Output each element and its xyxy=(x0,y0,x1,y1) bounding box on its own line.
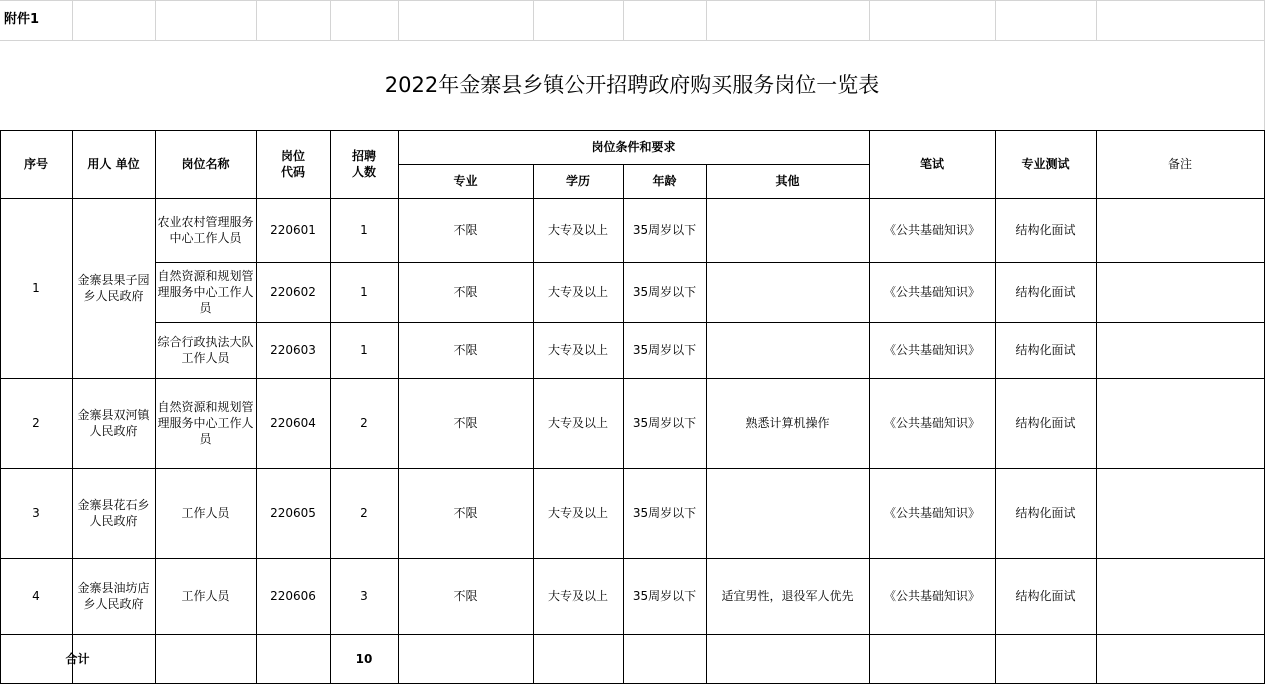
grid-line xyxy=(706,0,707,40)
education: 大专及以上 xyxy=(547,506,608,520)
group-seq: 3 xyxy=(32,506,40,520)
other-requirements: 熟悉计算机操作 xyxy=(745,416,830,430)
group-unit: 金寨县花石乡人民政府 xyxy=(77,498,150,528)
education: 大专及以上 xyxy=(547,416,608,430)
professional-test: 结构化面试 xyxy=(1015,223,1076,237)
education: 大专及以上 xyxy=(547,589,608,603)
header-other: 其他 xyxy=(775,174,800,188)
remarks xyxy=(1096,198,1264,262)
professional-test: 结构化面试 xyxy=(1015,343,1076,357)
remarks xyxy=(1096,558,1264,634)
professional-test: 结构化面试 xyxy=(1015,589,1076,603)
professional-test: 结构化面试 xyxy=(1015,506,1076,520)
written-exam: 《公共基础知识》 xyxy=(883,343,980,357)
grid-line xyxy=(72,0,73,40)
post-code: 220602 xyxy=(270,285,316,299)
group-seq: 4 xyxy=(32,589,40,603)
other-requirements: 适宜男性，退役军人优先 xyxy=(721,589,854,603)
grid-line xyxy=(0,634,1265,635)
post-code: 220604 xyxy=(270,416,316,430)
remarks xyxy=(1096,262,1264,322)
grid-line xyxy=(1096,0,1097,40)
education: 大专及以上 xyxy=(547,223,608,237)
header-professional-test: 专业测试 xyxy=(1021,157,1070,171)
major: 不限 xyxy=(453,343,478,357)
remarks xyxy=(1096,322,1264,378)
group-seq: 2 xyxy=(32,416,40,430)
grid-line xyxy=(995,0,996,40)
header-recruit-count: 招聘 人数 xyxy=(351,149,376,179)
header-conditions: 岗位条件和要求 xyxy=(591,140,676,154)
major: 不限 xyxy=(453,223,478,237)
written-exam: 《公共基础知识》 xyxy=(883,285,980,299)
other-requirements xyxy=(706,262,869,322)
header-age: 年龄 xyxy=(652,174,677,188)
education: 大专及以上 xyxy=(547,343,608,357)
post-name: 自然资源和规划管理服务中心工作人员 xyxy=(157,400,254,446)
grid-line xyxy=(0,0,1265,1)
group-unit: 金寨县果子园乡人民政府 xyxy=(77,273,150,303)
attachment-label: 附件1 xyxy=(4,12,40,27)
total-count: 10 xyxy=(355,651,373,666)
post-name: 工作人员 xyxy=(181,506,230,520)
age: 35周岁以下 xyxy=(632,343,697,357)
remarks xyxy=(1096,378,1264,468)
header-post-name: 岗位名称 xyxy=(181,157,230,171)
written-exam: 《公共基础知识》 xyxy=(883,223,980,237)
total-label: 合计 xyxy=(65,651,90,666)
other-requirements xyxy=(706,322,869,378)
header-written-exam: 笔试 xyxy=(919,157,944,171)
major: 不限 xyxy=(453,416,478,430)
other-requirements xyxy=(706,198,869,262)
major: 不限 xyxy=(453,506,478,520)
grid-line xyxy=(869,0,870,40)
post-code: 220606 xyxy=(270,589,316,603)
education: 大专及以上 xyxy=(547,285,608,299)
group-unit: 金寨县双河镇人民政府 xyxy=(77,408,150,438)
recruit-count: 2 xyxy=(360,416,368,430)
recruit-count: 3 xyxy=(360,589,368,603)
grid-line xyxy=(155,0,156,40)
other-requirements xyxy=(706,468,869,558)
remarks xyxy=(1096,468,1264,558)
post-code: 220605 xyxy=(270,506,316,520)
grid-line xyxy=(623,0,624,40)
page-title: 2022年金寨县乡镇公开招聘政府购买服务岗位一览表 xyxy=(384,73,880,97)
professional-test: 结构化面试 xyxy=(1015,416,1076,430)
recruit-count: 1 xyxy=(360,223,368,237)
age: 35周岁以下 xyxy=(632,223,697,237)
age: 35周岁以下 xyxy=(632,416,697,430)
recruit-count: 2 xyxy=(360,506,368,520)
header-post-code: 岗位 代码 xyxy=(280,149,305,179)
recruit-count: 1 xyxy=(360,285,368,299)
age: 35周岁以下 xyxy=(632,506,697,520)
post-code: 220603 xyxy=(270,343,316,357)
major: 不限 xyxy=(453,285,478,299)
group-seq: 1 xyxy=(32,281,40,295)
post-name: 农业农村管理服务中心工作人员 xyxy=(157,215,254,245)
post-name: 综合行政执法大队工作人员 xyxy=(157,335,254,365)
written-exam: 《公共基础知识》 xyxy=(883,416,980,430)
header-education: 学历 xyxy=(565,174,590,188)
grid-line xyxy=(330,0,331,40)
age: 35周岁以下 xyxy=(632,285,697,299)
written-exam: 《公共基础知识》 xyxy=(883,506,980,520)
age: 35周岁以下 xyxy=(632,589,697,603)
post-name: 工作人员 xyxy=(181,589,230,603)
recruit-count: 1 xyxy=(360,343,368,357)
header-remarks: 备注 xyxy=(1167,157,1192,171)
post-code: 220601 xyxy=(270,223,316,237)
grid-line xyxy=(533,0,534,40)
header-unit: 用人 单位 xyxy=(87,157,140,171)
grid-line xyxy=(398,0,399,40)
header-major: 专业 xyxy=(453,174,478,188)
written-exam: 《公共基础知识》 xyxy=(883,589,980,603)
major: 不限 xyxy=(453,589,478,603)
grid-line xyxy=(256,0,257,40)
group-unit: 金寨县油坊店乡人民政府 xyxy=(77,581,150,611)
professional-test: 结构化面试 xyxy=(1015,285,1076,299)
post-name: 自然资源和规划管理服务中心工作人员 xyxy=(157,269,254,315)
header-seq: 序号 xyxy=(23,157,48,171)
